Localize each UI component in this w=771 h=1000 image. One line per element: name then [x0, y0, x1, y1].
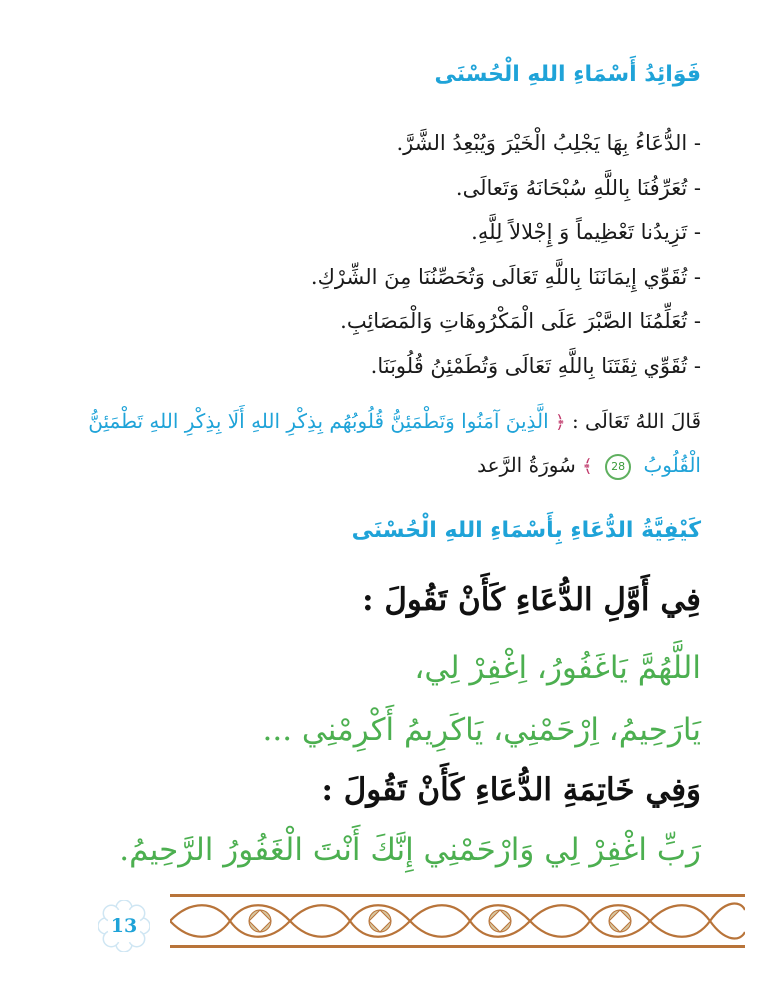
page-number: 13 [110, 915, 138, 937]
open-bracket: ﴿ [555, 412, 566, 433]
benefits-heading: فَوَائِدُ أَسْمَاءِ اللهِ الْحُسْنَى [434, 62, 701, 87]
list-item: - الدُّعَاءُ بِهَا يَجْلِبُ الْخَيْرَ وَيُبْعِدُ الشَّرَّ. [396, 131, 701, 155]
closing-supplication: رَبِّ اغْفِرْ لِي وَارْحَمْنِي إِنَّكَ أَنْتَ الْغَفُورُ الرَّحِيمُ. [119, 832, 701, 868]
ayah-number: 28 [605, 454, 631, 480]
closing-label: وَفِي خَاتِمَةِ الدُّعَاءِ كَأَنْ تَقُولَ : [321, 772, 701, 808]
list-item: - تُقَوِّي ثِقَتَنَا بِاللَّهِ تَعَالَى وَتُطَمْئِنُ قُلُوبَنَا. [370, 353, 701, 378]
close-bracket: ﴾ [582, 456, 593, 477]
ornamental-border [170, 892, 745, 950]
list-item: - تَزِيدُنا تَعْظِيماً وَ إِجْلالاً لِلَّهِ. [471, 220, 701, 245]
opening-label: فِي أَوَّلِ الدُّعَاءِ كَأَنْ تَقُولَ : [362, 582, 701, 618]
list-item: - تُقَوِّي إِيمَانَنَا بِاللَّهِ تَعَالَى وَتُحَصِّنُنَا مِنَ الشِّرْكِ. [310, 264, 701, 289]
list-item: - تُعَرِّفُنَا بِاللَّهِ سُبْحَانَهُ وَتَعالَى. [455, 175, 701, 200]
benefits-list [61, 128, 701, 396]
quran-verse: الَّذِينَ آمَنُوا وَتَطْمَئِنُّ قُلُوبُهُم بِذِكْرِ اللهِ أَلَا بِذِكْرِ اللهِ تَطْمَئِنُّ الْقُلُوبُ [88, 409, 701, 477]
quran-quote [61, 400, 701, 488]
how-heading: كَيْفِيَّةُ الدُّعَاءِ بِأَسْمَاءِ اللهِ الْحُسْنَى [351, 518, 701, 543]
list-item: - تُعَلِّمُنَا الصَّبْرَ عَلَى الْمَكْرُوهَاتِ وَالْمَصَائِبِ. [340, 309, 701, 334]
quote-intro: قَالَ اللهُ تَعَالَى : [571, 409, 701, 433]
opening-supplication-1: اللَّهُمَّ يَاغَفُورُ، اِغْفِرْ لِي، [414, 650, 701, 686]
surah-name: سُورَةُ الرَّعد [477, 453, 576, 477]
opening-supplication-2: يَارَحِيمُ، اِرْحَمْنِي، يَاكَرِيمُ أَكْرِمْنِي ... [262, 712, 701, 748]
